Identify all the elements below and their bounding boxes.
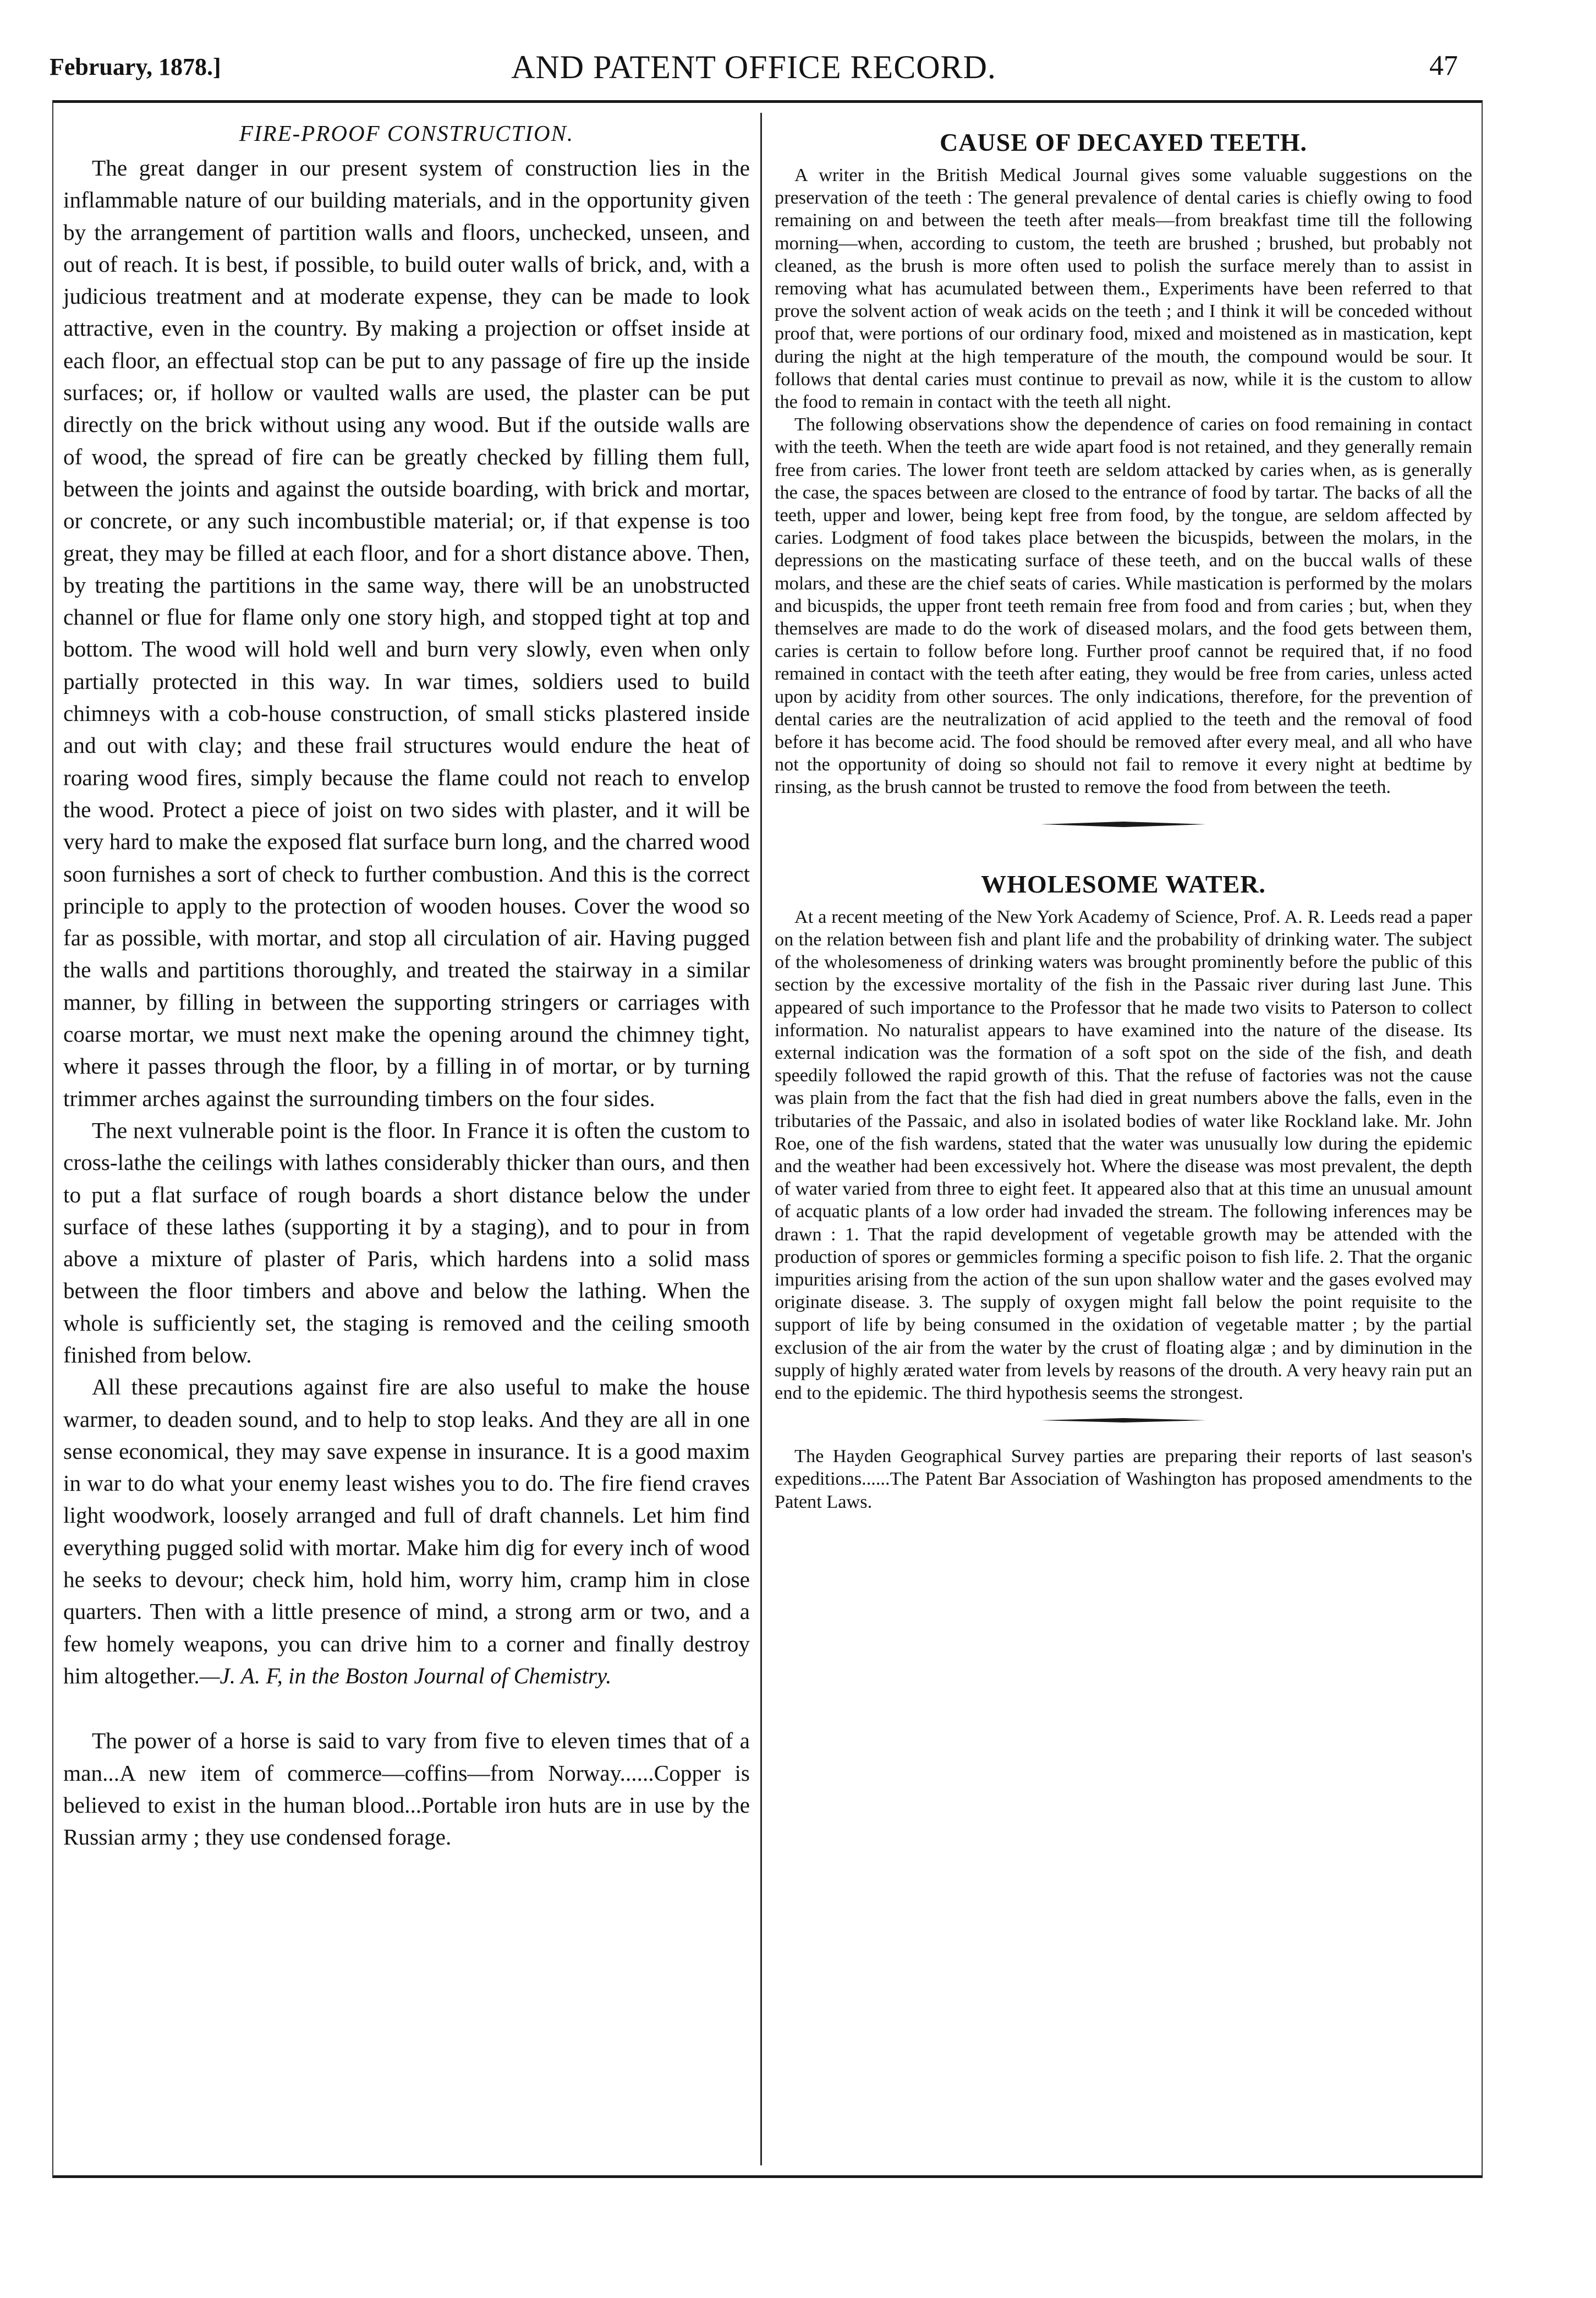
publication-title: AND PATENT OFFICE RECORD. bbox=[511, 49, 996, 85]
fireproof-paragraph-1: The great danger in our present system of construction lies in the inflammable nature of our building materials, and in the opportunity given by the arrangement of partition walls and floors, unchecked, unseen, and out of reach. It is best, if possible, to build outer walls of brick, and, with a judicious treatment and at moderate expense, they can be made to look attractive, even in the country. By making a projection or offset inside at each floor, an effectual stop can be put to any passage of fire up the inside surfaces; or, if hollow or vaulted walls are used, the plaster can be put directly on the brick without using any wood. But if the outside walls are of wood, the spread of fire can be greatly checked by filling them full, between the joints and against the outside boarding, with brick and mortar, or concrete, or any such incombustible material; or, if that expense is too great, they may be filled at each floor, and for a short distance above. Then, by treating the partitions in the same way, there will be an unobstructed channel or flue for flame only one story high, and stopped tight at top and bottom. The wood will hold well and burn very slowly, even when only partially protected in this way. In war times, soldiers used to build chimneys with a cob-house construction, of small sticks plastered inside and out with clay; and these frail structures would endure the heat of roaring wood fires, simply because the flame could not reach to envelop the wood. Protect a piece of joist on two sides with plaster, and it will be very hard to make the exposed flat surface burn long, and the charred wood soon furnishes a sort of check to further combustion. And this is the correct principle to apply to the protection of wooden houses. Cover the wood so far as possible, with mortar, and stop all circulation of air. Having pugged the walls and partitions thoroughly, and treated the stairway in a similar manner, by filling in between the supporting stringers or carriages with coarse mortar, we must next make the opening around the chimney tight, where it passes through the floor, by a filling in of mortar, or by turning trimmer arches against the surrounding timbers on the four sides. bbox=[63, 155, 750, 1111]
ornamental-rule-icon bbox=[1041, 1416, 1206, 1424]
fireproof-paragraph-3 bbox=[63, 1371, 750, 1692]
teeth-paragraph-2: The following observations show the dependence of caries on food remaining in contact with the teeth. When the teeth are wide apart food is not retained, and they generally remain free from caries. The lower front teeth are seldom attacked by caries when, as is generally the case, the spaces between are closed to the entrance of food by tartar. The backs of all the teeth, upper and lower, being kept free from food, by the tongue, are seldom affected by caries. Lodgment of food takes place between the bicuspids, between the molars, in the depressions on the masticating surface of these teeth, and on the buccal walls of these molars, and these are the chief seats of caries. While mastication is performed by the molars and bicuspids, the upper front teeth remain free from food and from caries ; but, when they themselves are made to do the work of diseased molars, and the food gets between them, caries is certain to follow before long. Further proof cannot be required that, if no food remained in contact with the teeth after eating, they would be free from caries, unless acted upon by acidity from other sources. The only indications, therefore, for the prevention of dental caries are the neutralization of acid applied to the teeth and the removal of food before it has become acid. The food should be removed after every meal, and all who have not the opportunity of doing so should not fail to remove it every night at bedtime by rinsing, as the brush cannot be trusted to remove the food from between the teeth. bbox=[775, 414, 1472, 798]
teeth-paragraph-1: A writer in the British Medical Journal gives some valuable suggestions on the preservation of the teeth : The general prevalence of dental caries is chiefly owing to food remaining on and between the teeth after meals—from breakfast time till the following morning—when, according to custom, the teeth are brushed ; brushed, but probably not cleaned, as the brush is more often used to polish the surface merely than to assist in removing what has acumulated between them., Experiments have been referred to that prove the solvent action of weak acids on the teeth ; and I think it will be conceded without proof that, were portions of our ordinary food, mixed and moistened as in mastication, kept during the night at the high temperature of the mouth, the compound would be sour. It follows that dental caries must continue to prevail as now, while it is the custom to allow the food to remain in contact with the teeth all night. bbox=[775, 165, 1472, 413]
spacer bbox=[63, 1692, 750, 1725]
water-article-title: WHOLESOME WATER. bbox=[981, 869, 1266, 898]
fireproof-paragraph-2: The next vulnerable point is the floor. In France it is often the custom to cross-lathe the ceilings with lathes considerably thicker than ours, and then to put a flat surface of rough boards a short distance below the under surface of these lathes (supporting it by a staging), and to pour in from above a mixture of plaster of Paris, which hardens into a solid mass between the floor timbers and above and below the lathing. When the whole is sufficiently set, the staging is removed and the ceiling smooth finished from below. bbox=[63, 1117, 750, 1367]
teeth-article-title: CAUSE OF DECAYED TEETH. bbox=[939, 128, 1307, 156]
right-miscellany-notes: The Hayden Geographical Survey parties are preparing their reports of last season's expeditions......The Patent Bar Association of Washington has proposed amendments to the Patent Laws. bbox=[775, 1446, 1472, 1512]
left-miscellany-notes: The power of a horse is said to vary from five to eleven times that of a man...A new item of commerce—coffins—from Norway......Copper is believed to exist in the human blood...Portable iron huts are in use by the Russian army ; they use condensed forage. bbox=[63, 1728, 750, 1850]
page-header bbox=[50, 48, 1458, 92]
section-separator-small bbox=[775, 1404, 1472, 1445]
water-paragraph: At a recent meeting of the New York Academy of Science, Prof. A. R. Leeds read a paper on the relation between fish and plant life and the probability of drinking water. The subject of the wholesomeness of drinking waters was brought prominently before the public of this section by the excessive mortality of the fish in the Passaic river during last June. This appeared of such importance to the Professor that he made two visits to Paterson to collect information. No naturalist appears to have examined into the nature of the disease. Its external indication was the formation of a soft spot on the side of the fish, and death speedily followed the rapid growth of this. That the refuse of factories was not the cause was plain from the fact that the fish had died in great numbers above the falls, even in the tributaries of the Passaic, and also in isolated bodies of water like Rockland lake. Mr. John Roe, one of the fish wardens, stated that the water was unusually low during the epidemic and the weather had been excessively hot. Where the disease was most prevalent, the depth of water varied from three to eight feet. It appeared also that at this time an unusual amount of acquatic plants of a low order had invaded the stream. The following inferences may be drawn : 1. That the rapid development of vegetable growth may be attended with the production of spores or gemmicles forming a specific poison to fish life. 2. That the organic impurities arising from the action of the sun upon shallow water and the gases evolved may originate disease. 3. The supply of oxygen might fall below the point requisite to the support of life by being consumed in the oxidation of vegetable matter ; by the partial exclusion of the air from the water by the crust of floating algæ ; and by diminution in the supply of highly ærated water from levels by reasons of the drouth. A very heavy rain put an end to the epidemic. The third hypothesis seems the strongest. bbox=[775, 906, 1472, 1403]
column-divider bbox=[760, 113, 762, 2165]
issue-date: February, 1878.] bbox=[50, 53, 221, 80]
ornamental-rule-icon bbox=[1041, 820, 1206, 829]
fireproof-article-title: FIRE-PROOF CONSTRUCTION. bbox=[239, 121, 574, 146]
fireproof-paragraph-3-text: All these precautions against fire are also useful to make the house warmer, to deaden sound, and to help to stop leaks. And they are all in one sense economical, they may save expense in insurance. It is a good maxim in war to do what your enemy least wishes you to do. The fire fiend craves light woodwork, loosely arranged and full of draft channels. Let him find everything pugged solid with mortar. Make him dig for every inch of wood he seeks to devour; check him, hold him, worry him, cramp him in close quarters. Then with a little presence of mind, a strong arm or two, and a few homely weapons, you can drive him to a corner and finally destroy him altogether. bbox=[63, 1374, 750, 1688]
page-number: 47 bbox=[1429, 50, 1458, 81]
right-column bbox=[775, 123, 1472, 1513]
fireproof-signature: —J. A. F, in the Boston Journal of Chemistry. bbox=[199, 1662, 612, 1688]
left-column bbox=[63, 120, 750, 1853]
section-separator bbox=[775, 799, 1472, 865]
